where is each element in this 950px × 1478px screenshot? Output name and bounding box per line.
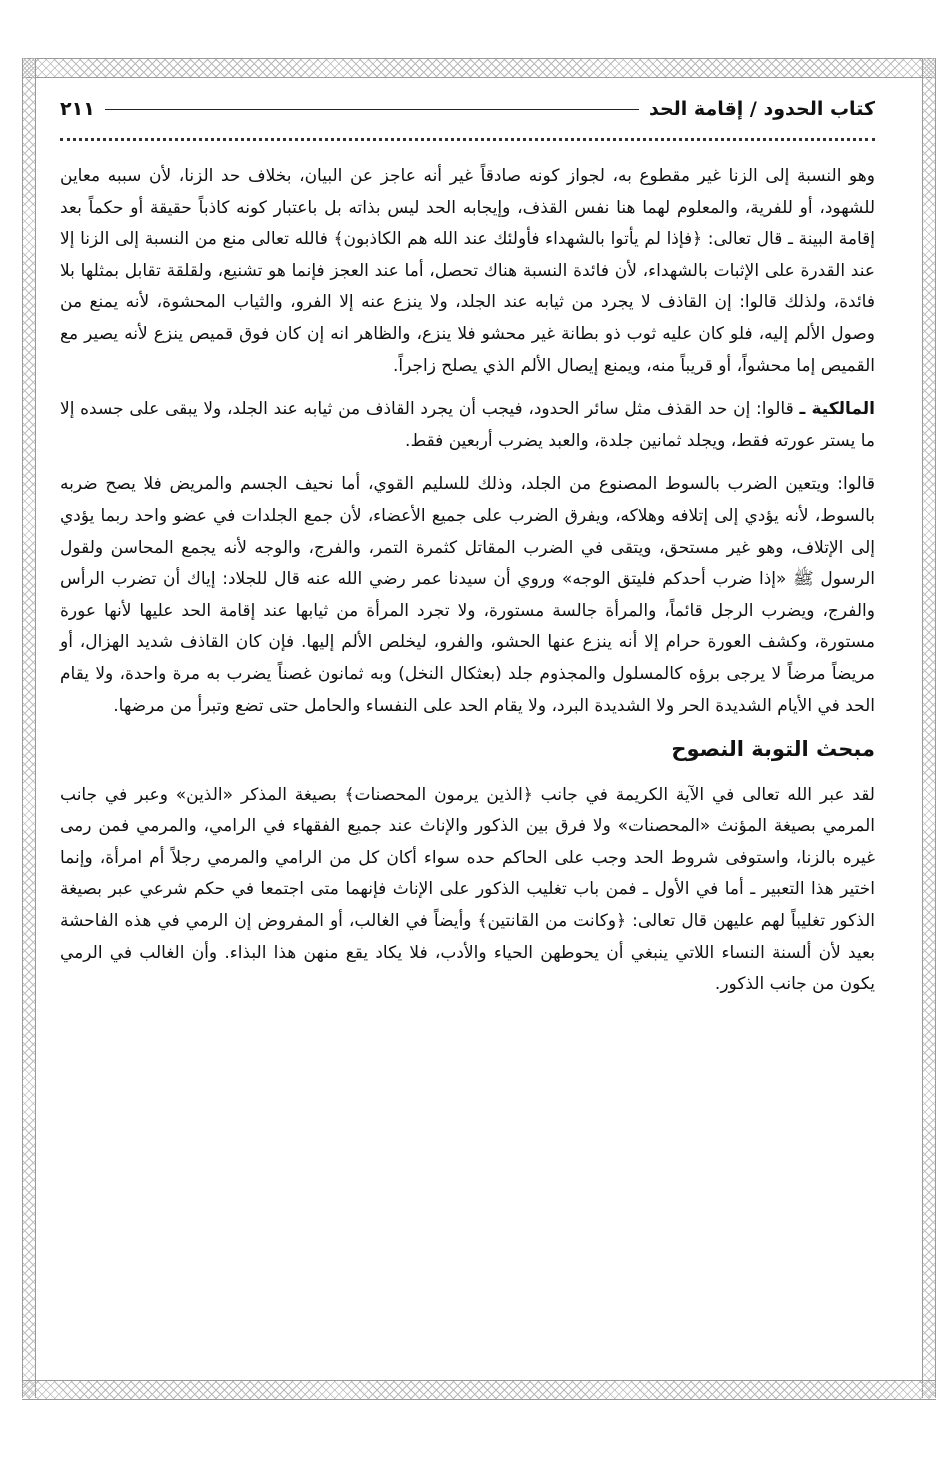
section-title: مبحث التوبة النصوح — [671, 737, 875, 762]
chapter-title: كتاب الحدود / إقامة الحد — [649, 98, 875, 120]
malikiyya-lead: المالكية ـ — [799, 399, 875, 420]
book-page — [60, 92, 875, 1013]
decorative-border-right — [922, 58, 936, 1398]
header-rule — [105, 108, 639, 110]
paragraph-malikiyya — [60, 394, 875, 457]
body-text — [60, 161, 875, 1001]
paragraph-1: وهو النسبة إلى الزنا غير مقطوع به، لجواز كونه صادقاً غير أنه عاجز عن البيان، بخلاف حد الزنا، لأن سببه معاين للشهود، أو للفرية، والمعلوم لهما هنا نفس القذف، وإيجابه الحد ليس بذاته بل باعتبار كونه كاذباً حقيقة أو حكماً بعد إقامة البينة ـ قال تعالى: ﴿فإذا لم يأتوا بالشهداء فأولئك عند الله هم الكاذبون﴾ فالله تعالى منع من النسبة إلى الزنا إلا عند القدرة على الإثبات بالشهداء، لأن فائدة النسبة هناك تحصل، أما عند العجز فإنما هو تشنيع، ولقلقة تقابل بمثلها بلا فائدة، ولذلك قالوا: إن القاذف لا يجرد من ثيابه عند الجلد، ولا ينزع عنه إلا الفرو، والثياب المحشوة، لأنه يمنع من وصول الألم إليه، فلو كان عليه ثوب ذو بطانة غير محشو فلا ينزع، والظاهر انه إن كان فوق قميص ينزع لأنه يصير مع القميص إما محشواً، أو قريباً منه، ويمنع إيصال الألم الذي يصلح زاجراً. — [60, 166, 875, 376]
decorative-border-top — [22, 58, 936, 78]
dotted-separator — [60, 138, 875, 141]
section-paragraph: لقد عبر الله تعالى في الآية الكريمة في جانب ﴿الذين يرمون المحصنات﴾ بصيغة المذكر «الذين» وعبر في جانب المرمي بصيغة المؤنث «المحصنات» ولا فرق بين الذكور والإناث عند جميع الفقهاء في الرامي، والمرمي فمن رمى غيره بالزنا، واستوفى شروط الحد وجب على الحاكم حده سواء أكان كل من الرامي والمرمي رجلاً أم امرأة، وإنما اختير هذا التعبير ـ أما في الأول ـ فمن باب تغليب الذكور على الإناث فإنهما متى اجتمعا في حكم شرعي عبر بصيغة الذكور تغليباً لهم عليهن قال تعالى: ﴿وكانت من القانتين﴾ وأيضاً في الغالب، أو المفروض إن الرمي في هذه الفاحشة بعيد لأن ألسنة النساء اللاتي ينبغي أن يحوطهن الحياء والأدب، فلا يكاد يقع منهن هذا البذاء. وأن الغالب في الرمي يكون من جانب الذكور. — [60, 784, 875, 995]
decorative-border-bottom — [22, 1380, 936, 1400]
running-header — [60, 92, 875, 126]
page-number: ٢١١ — [60, 98, 95, 120]
paragraph-3: قالوا: ويتعين الضرب بالسوط المصنوع من الجلد، وذلك للسليم القوي، أما نحيف الجسم والمريض فلا يصح ضربه بالسوط، لأنه يؤدي إلى إتلافه وهلاكه، ويفرق الضرب على جميع الأعضاء، لأن جمع الجلدات في عضو واحد ربما يؤدي إلى الإتلاف، وهو غير مستحق، ويتقى في الضرب المقاتل كثمرة التمر، والفرج، والوجه لأنه يجمع المحاسن ولقول الرسول ﷺ «إذا ضرب أحدكم فليتق الوجه» وروي أن سيدنا عمر رضي الله عنه قال للجلاد: إياك أن تضرب الرأس والفرج، ويضرب الرجل قائماً، والمرأة جالسة مستورة، ولا تجرد المرأة من ثيابها عند إقامة الحد عليها لأنها عورة مستورة، وكشف العورة حرام إلا أنه ينزع عنها الحشو، والفرو، ليخلص الألم إليها. فإن كان القاذف شديد الهزال، أو مريضاً مرضاً لا يرجى برؤه كالمسلول والمجذوم جلد (بعثكال النخل) وبه ثمانون غصناً يضرب به مرة واحدة، ولا يقام الحد في الأيام الشديدة الحر ولا الشديدة البرد، ولا يقام الحد على النفساء والحامل حتى تضع وتبرأ من مرضها. — [60, 474, 875, 716]
malikiyya-text: قالوا: إن حد القذف مثل سائر الحدود، فيجب أن يجرد القاذف من ثيابه عند الجلد، ولا يبقى على جسده إلا ما يستر عورته فقط، ويجلد ثمانين جلدة، والعبد يضرب أربعين فقط. — [60, 399, 875, 451]
decorative-border-left — [22, 58, 36, 1398]
